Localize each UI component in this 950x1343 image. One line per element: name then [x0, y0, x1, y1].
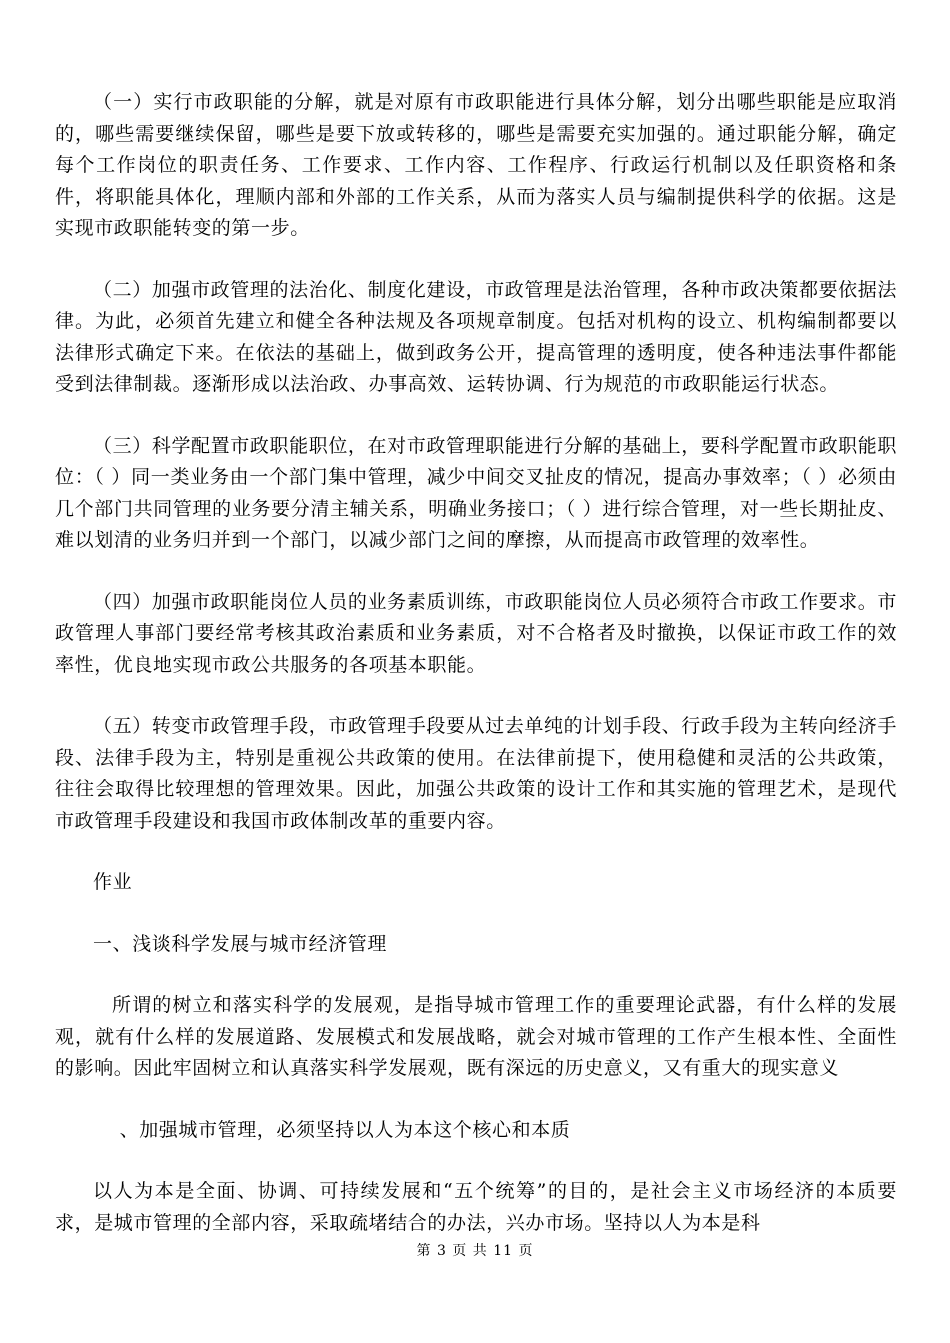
paragraph-staff-training: （四）加强市政职能岗位人员的业务素质训练，市政职能岗位人员必须符合市政工作要求。市政管理人事部门要经常考核其政治素质和业务素质，对不合格者及时撤换，以保证市政工作的效率性，优良地实现市政公共服务的各项基本职能。	[55, 590, 897, 676]
paragraph-function-decomposition: （一）实行市政职能的分解，就是对原有市政职能进行具体分解，划分出哪些职能是应取消的，哪些需要继续保留，哪些是要下放或转移的，哪些是需要充实加强的。通过职能分解，确定每个工作岗位的职责任务、工作要求、工作内容、工作程序、行政运行机制以及任职资格和条件，将职能具体化，理顺内部和外部的工作关系，从而为落实人员与编制提供科学的依据。这是实现市政职能转变的第一步。	[55, 91, 897, 239]
paragraph-rule-of-law: （二）加强市政管理的法治化、制度化建设，市政管理是法治管理，各种市政决策都要依据法律。为此，必须首先建立和健全各种法规及各项规章制度。包括对机构的设立、机构编制都要以法律形式确定下来。在依法的基础上，做到政务公开，提高管理的透明度，使各种违法事件都能受到法律制裁。逐渐形成以法治政、办事高效、运转协调、行为规范的市政职能运行状态。	[55, 278, 897, 395]
paragraph-position-allocation: （三）科学配置市政职能职位，在对市政管理职能进行分解的基础上，要科学配置市政职能职位：（ ）同一类业务由一个部门集中管理，减少中间交叉扯皮的情况，提高办事效率；（ ）必须由几个部门共同管理的业务要分清主辅关系，明确业务接口；（ ）进行综合管理，对一些长期扯皮、难以划清的业务归并到一个部门，以减少部门之间的摩擦，从而提高市政管理的效率性。	[55, 434, 897, 551]
page-number-footer: 第 3 页 共 11 页	[416, 1243, 534, 1259]
homework-title: 作业	[93, 871, 133, 893]
section-title: 一、浅谈科学发展与城市经济管理	[93, 932, 388, 955]
paragraph-management-means: （五）转变市政管理手段，市政管理手段要从过去单纯的计划手段、行政手段为主转向经济手段、法律手段为主，特别是重视公共政策的使用。在法律前提下，使用稳健和灵活的公共政策，往往会取得比较理想的管理效果。因此，加强公共政策的设计工作和其实施的管理艺术，是现代市政管理手段建设和我国市政体制改革的重要内容。	[55, 715, 897, 832]
subheading-people-oriented: 、加强城市管理，必须坚持以人为本这个核心和本质	[119, 1118, 571, 1141]
paragraph-scientific-development: 所谓的树立和落实科学的发展观，是指导城市管理工作的重要理论武器，有什么样的发展观，就有什么样的发展道路、发展模式和发展战略，就会对城市管理的工作产生根本性、全面性的影响。因此牢固树立和认真落实科学发展观，既有深远的历史意义，又有重大的现实意义	[55, 994, 897, 1079]
document-body	[55, 87, 897, 1269]
paragraph-people-oriented: 以人为本是全面、协调、可持续发展和“五个统筹”的目的，是社会主义市场经济的本质要求，是城市管理的全部内容，采取疏堵结合的办法，兴办市场。坚持以人为本是科	[55, 1180, 897, 1234]
